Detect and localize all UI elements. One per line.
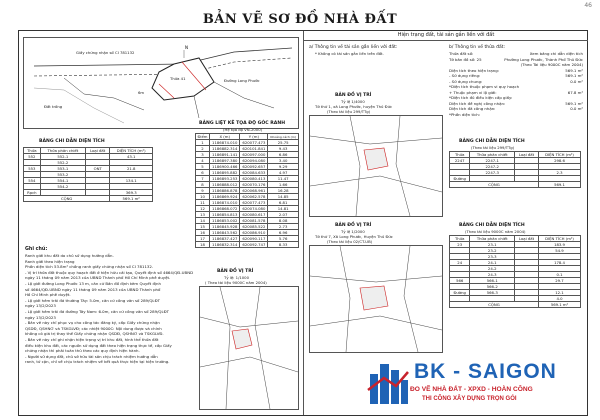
area-cell: 134.1 [110,178,153,184]
coord-cell: 620080.617 [240,212,268,218]
area-cell: 552-1 [40,154,85,160]
notes-title: Ghi chú: [25,247,48,252]
map2-line2: (Theo tài liệu 02/CT-UB) [327,239,373,244]
coord-cell: 9.43 [268,146,299,152]
area-cell: ONT [85,166,109,172]
info-value: 569.1 m² [565,100,583,106]
t1-cell: 2247-2 [470,164,515,170]
note-line: ngày 13/2/2023 [25,314,56,320]
location-map-title: BẢN ĐỒ VỊ TRÍ [217,269,254,274]
table1-subtitle: (Theo tài liệu 299/TTg) [471,145,515,150]
info-label: - Sử dụng riêng: [449,73,481,78]
coord-cell: 14.85 [268,194,299,200]
coord-cell: 15 [196,224,210,230]
t2-header-lot: Thửa [450,236,470,242]
coord-cell: 5.76 [268,236,299,242]
location-map [200,287,298,409]
map1-title: BẢN ĐỒ VỊ TRÍ [335,93,372,98]
t2-cell: 54.9 [539,248,581,254]
coord-cell: 1186893.253 [210,176,240,182]
info-value: 569.1 m² [565,73,583,78]
section-b-title: b/ Thông tin về thửa đất: [449,45,506,50]
area-total-value: 569.1 m² [110,196,153,202]
section-a-title: a/ Thông tin về tài sản gắn liền với đất: [309,45,398,50]
coord-cell: 620092.747 [240,242,268,248]
coord-cell: 6.86 [268,152,299,158]
coord-cell: 1186854.813 [210,212,240,218]
coord-cell: 620084.633 [240,170,268,176]
coord-cell: 10 [196,194,210,200]
area-cell: 553 [24,166,41,172]
t1-cell: 2.3 [539,170,581,176]
coord-table-title: BẢNG LIỆT KÊ TỌA ĐỘ GÓC RANH [199,121,286,126]
coord-cell: 6 [196,170,210,176]
coord-cell: 1186837.427 [210,236,240,242]
coord-table-subtitle: (Hệ tọa độ VN-2000) [223,127,263,132]
map2-scale: Tỷ lệ 1/2000 [341,229,365,234]
coord-cell: 6.81 [268,200,299,206]
coord-cell: 620080.413 [240,176,268,182]
watermark [366,358,576,408]
area-cell: 554 [24,178,41,184]
info-label: Diện tích đề nghị công nhận: [449,100,506,106]
coord-cell: 14 [196,218,210,224]
t2-header-type: Loại đất [515,236,539,242]
coord-cell: 620086.910 [240,230,268,236]
note-line: Hồ Chí Minh phê duyệt. [25,292,71,298]
coord-cell: 11 [196,200,210,206]
t2-cell: 566-2 [470,284,515,290]
page-title: BẢN VẼ SƠ ĐỒ NHÀ ĐẤT [202,12,398,27]
t2-cell: 24-3 [470,272,515,278]
coord-cell: 1186868.072 [210,206,240,212]
note-line: - Người sử dụng đất, chủ sở hữu tài sản chịu trách nhiệm hướng dẫn [25,353,158,359]
t2-total-value: 569.1 m² [539,302,581,308]
coord-cell: 620090.117 [240,236,268,242]
map1-line2: (Theo tài liệu 299/TTg) [327,109,371,114]
area-total-label: CỘNG [24,196,110,202]
t2-cell: 24 [450,260,470,266]
coord-cell: 3 [196,152,210,158]
t1-cell: 298.6 [539,158,581,164]
area-cell: 43.1 [110,154,153,160]
note-line: - Bản vẽ này chỉ phục vụ cho công tác đăng ký, cấp Giấy chứng nhận [25,320,160,326]
coord-cell: 6.96 [268,230,299,236]
t2-cell: 4.0 [539,296,581,302]
coord-cell: 1186888.012 [210,182,240,188]
note-line: ngày 11 tháng 09 năm 2013 của UBND Thành phố Hồ Chí Minh phê duyệt. [25,275,171,281]
coord-header-y: Y (m) [240,134,268,140]
coord-cell: 18 [196,242,210,248]
info-label: *Diện tích đủ điều kiện cấp giấy: [449,95,513,100]
watermark-tagline-1: ĐO VẼ NHÀ ĐẤT - XPXD - HOÀN CÔNG [410,386,533,393]
coord-cell: 11.47 [268,176,299,182]
watermark-tagline-2: THI CÔNG XÂY DỰNG TRỌN GÓI [422,396,517,402]
section-a-note: * Không có tài sản gắn liền trên đất. [315,51,384,56]
t2-cell: 23 [450,242,470,248]
coord-cell: 620070.176 [240,182,268,188]
coord-cell: 12 [196,206,210,212]
notes-list [25,253,195,365]
coord-cell: 7 [196,176,210,182]
t2-cell: 23-1 [470,242,515,248]
coord-cell: 620092.657 [240,164,268,170]
t2-header-area: DIỆN TÍCH (m²) [539,236,581,242]
t2-cell: 12.1 [539,290,581,296]
note-line: Phần diện tích 53.8m² chồng ranh giấy chứng nhận số CI 781132. [25,264,154,270]
t2-cell: 29.7 [539,278,581,284]
table1-title: BẢNG CHI DẪN DIỆN TÍCH [459,139,525,144]
coord-cell: 620085.522 [240,224,268,230]
coord-cell: 1186869.924 [210,194,240,200]
coord-cell: 2 [196,146,210,152]
coord-cell: 16 [196,230,210,236]
t2-cell: 566 [450,278,470,284]
coord-cell: 1 [196,140,210,146]
coord-cell: 620097.000 [240,152,268,158]
coord-cell: 9.29 [268,164,299,170]
area-header-split: Thửa phân chiết [40,148,85,154]
coord-cell: 1186845.928 [210,224,240,230]
t1-total-label: CỘNG [450,182,539,188]
info-value: (Theo Tài liệu 9000C năm 2004) [520,62,583,67]
coord-cell: 8.33 [268,242,299,248]
info-label: Tờ bản đồ số: 25 [449,56,482,62]
t1-cell: 2247-1 [470,158,515,164]
t1-header-type: Loại đất [515,152,539,158]
coord-cell: 620062.578 [240,194,268,200]
watermark-brand: BK - SAIGON [414,360,557,383]
coord-cell: 4.97 [268,170,299,176]
coord-cell: 1186874.010 [210,140,240,146]
coord-cell: 2.07 [268,212,299,218]
table2-subtitle: (Theo tài liệu 9000C năm 2004) [465,229,526,234]
coord-cell: 4 [196,158,210,164]
area-cell: Rạch [24,190,41,196]
note-line: số 4664/QĐ-UBND ngày 11 tháng 09 năm 2013 của UBND Thành phố [25,286,161,292]
location-map-subtitle: ( Theo tài liệu 9000C năm 2004) [205,280,267,285]
coord-cell: 3.40 [268,158,299,164]
table1 [449,151,581,188]
info-value: 0.0 m² [570,78,583,84]
t1-cell: Đường [450,176,470,182]
info-label: + Thuộc phạm vi lộ giới: [449,89,497,95]
note-line: - Lộ giới hẻm trải đá đường Tây Nam: 6.0m, căn cứ công văn số 289/QLĐT [25,308,170,314]
area-header-lot: Thửa [24,148,41,154]
map1-drawing [310,116,442,216]
coord-cell: 1.66 [268,182,299,188]
t2-cell: 24-1 [470,260,515,266]
coord-cell: 1186832.314 [210,242,240,248]
area-cell: 369.3 [110,190,153,196]
parcel-sketch-frame [23,37,299,129]
coord-cell: 8 [196,182,210,188]
coord-cell: 1186895.882 [210,170,240,176]
t1-header-area: DIỆN TÍCH (m²) [539,152,581,158]
coord-cell: 620077.473 [240,200,268,206]
t2-cell: 183.9 [539,242,581,248]
coord-cell: 620068.961 [240,188,268,194]
note-line: - Lộ giới hẻm trải đá thường Tây: 5.0m, căn cứ công văn số 289/QLĐT [25,297,160,303]
column-divider [303,40,304,415]
sketch-label-width: 6m [138,90,145,95]
svg-text:N: N [185,45,188,50]
t2-cell: 566-3 [470,290,515,296]
coord-cell: 8.08 [268,218,299,224]
t1-cell: 2247-3 [470,170,515,176]
coord-cell: 1186897.380 [210,158,240,164]
t2-cell: 23-3 [470,254,515,260]
coord-cell: 1186891.141 [210,152,240,158]
note-line: - Vị trí thửa đất thuộc quy hoạch đất ở hiện hữu cải tạo, Quyết định số 4664/QĐ-UBND [25,269,194,275]
area-table [23,147,153,202]
area-header-area: DIỆN TÍCH (m²) [110,148,153,154]
location-map-frame [199,286,299,410]
coord-table [195,133,299,248]
note-line: - Lộ giới đường Long Phước 13 m, căn cứ Bản đồ định kèm Quyết định [25,280,161,286]
note-line: QSDĐ, QSHNƠ và TSKGLVĐ; các nhiệt 9000C: Nội dung được và chính [25,325,162,331]
info-value: 0.0 m² [570,106,583,111]
t2-cell: 23-2 [470,248,515,254]
sketch-label-road: Đường Long Phước [224,78,260,83]
coord-cell: 5 [196,164,210,170]
note-line: - Bản vẽ này chỉ ghi nhận hiện trạng vị trí khu đất, hình thể thửa đất [25,336,159,342]
table2-title: BẢNG CHI DẪN DIỆN TÍCH [459,223,525,228]
coord-cell: 620081.578 [240,218,268,224]
info-value: 569.1 m² [565,67,583,73]
header-right: Hiện trạng đất, tài sản gắn liền với đất [303,31,588,41]
info-label: Thửa đất số: [449,51,474,56]
info-value: Phường Long Phước, Thành Phố Thủ Đức [504,56,583,62]
t2-cell: 24-2 [470,266,515,272]
sketch-label-certificate: Giấy chứng nhận số CI 781132 [76,50,135,55]
t2-cell: 566-1 [470,278,515,284]
t2-total-label: CỘNG [450,302,539,308]
map2-drawing [310,246,442,352]
coord-header-distance: Khoảng cách (m) [268,134,299,140]
coord-cell: 14.81 [268,206,299,212]
location-map-scale: Tỷ lệ: 1/1000 [224,275,250,280]
area-cell: 552-2 [40,160,85,166]
t1-cell: 2247 [450,158,470,164]
coord-cell: 1186853.002 [210,218,240,224]
note-line: ngày 13/2/2023 [25,303,56,309]
t1-header-lot: Thửa [450,152,470,158]
note-line: không có giá trị thay thế Giấy chứng nhận QSDĐ, QSHNƠ và TSKGLVĐ. [25,331,164,337]
area-cell: 553-1 [40,166,85,172]
coord-header-point: Điểm [197,134,208,139]
note-line: điều kiện khu đất, các nguồn sử dụng đất theo hiện trạng thực tế, cấp Giấy [25,342,172,348]
t2-cell: 178.4 [539,260,581,266]
t2-cell: 0.1 [539,272,581,278]
area-cell: 553-2 [40,172,85,178]
info-value: 67.8 m² [567,89,583,95]
t2-header-split: Thửa phân chiết [470,236,515,242]
coord-cell: 25.75 [268,140,299,146]
t1-total-value: 569.1 [539,182,581,188]
coord-row [196,242,299,248]
info-label: *Phần diện tích: [449,111,481,117]
coord-cell: 620074.080 [240,206,268,212]
coord-cell: 1186874.010 [210,200,240,206]
t2-cell: Đường [450,290,470,296]
coord-cell: 1186882.314 [210,146,240,152]
coord-cell: 9 [196,188,210,194]
map1-scale: Tỷ lệ 1/4000 [341,99,365,104]
note-line: Ranh giới theo hiện trạng [25,258,75,264]
page-number: 46 [584,2,592,9]
map2-frame [309,245,443,353]
area-header-type: Loại đất [85,148,109,154]
parcel-info [449,51,583,117]
note-line: chứng nhận thì phải tuân thủ theo các quy định hiện hành. [25,348,140,354]
coord-cell: 1186843.562 [210,230,240,236]
info-label: Diện tích theo hiện trạng: [449,67,500,73]
coord-cell: 16.28 [268,188,299,194]
map1-frame [309,115,443,217]
map2-line1: Tờ thứ 7, Xã Long Phước, Huyện Thủ Đức [315,234,393,239]
t1-header-split: Thửa phân chiết [470,152,515,158]
coord-cell: 2.73 [268,224,299,230]
coord-cell: 13 [196,212,210,218]
coord-cell: 620101.841 [240,146,268,152]
info-label: Diện tích đã công nhận: [449,106,496,111]
sketch-label-lot: Thửa 41 [170,76,186,81]
area-cell: 21.8 [110,166,153,172]
coord-cell: 1186900.466 [210,164,240,170]
info-value: Xem bảng chi dẫn diện tích [529,51,583,56]
area-cell: 554-1 [40,178,85,184]
sketch-label-vacant: Đất trống [44,104,63,109]
coord-cell: 1186886.878 [210,188,240,194]
map1-line1: Tờ thứ 1, xã Long Phước, huyện Thủ Đức [315,104,393,109]
coord-cell: 17 [196,236,210,242]
info-row [449,112,583,118]
area-cell: 554-2 [40,184,85,190]
coord-header-x: X (m) [210,134,240,140]
coord-cell: 620077.473 [240,140,268,146]
info-label: *Diện tích thuộc phạm vi quy hoạch [449,84,520,89]
note-line: ranh, tứ cận, chỉ về chịu trách nhiệm về kết quả thực hiện tại hiện trường. [25,359,170,365]
area-cell: 552 [24,154,41,160]
table2 [449,235,581,308]
area-table-title: BẢNG CHI DẪN DIỆN TÍCH [39,139,105,144]
note-line: Ranh giới khu đất do chủ sử dụng hướng dẫn. [25,253,114,258]
map2-title: BẢN ĐỒ VỊ TRÍ [335,223,372,228]
coord-cell: 620094.080 [240,158,268,164]
building-logo-icon [366,360,410,406]
info-label: - Sử dụng chung: [449,78,483,84]
